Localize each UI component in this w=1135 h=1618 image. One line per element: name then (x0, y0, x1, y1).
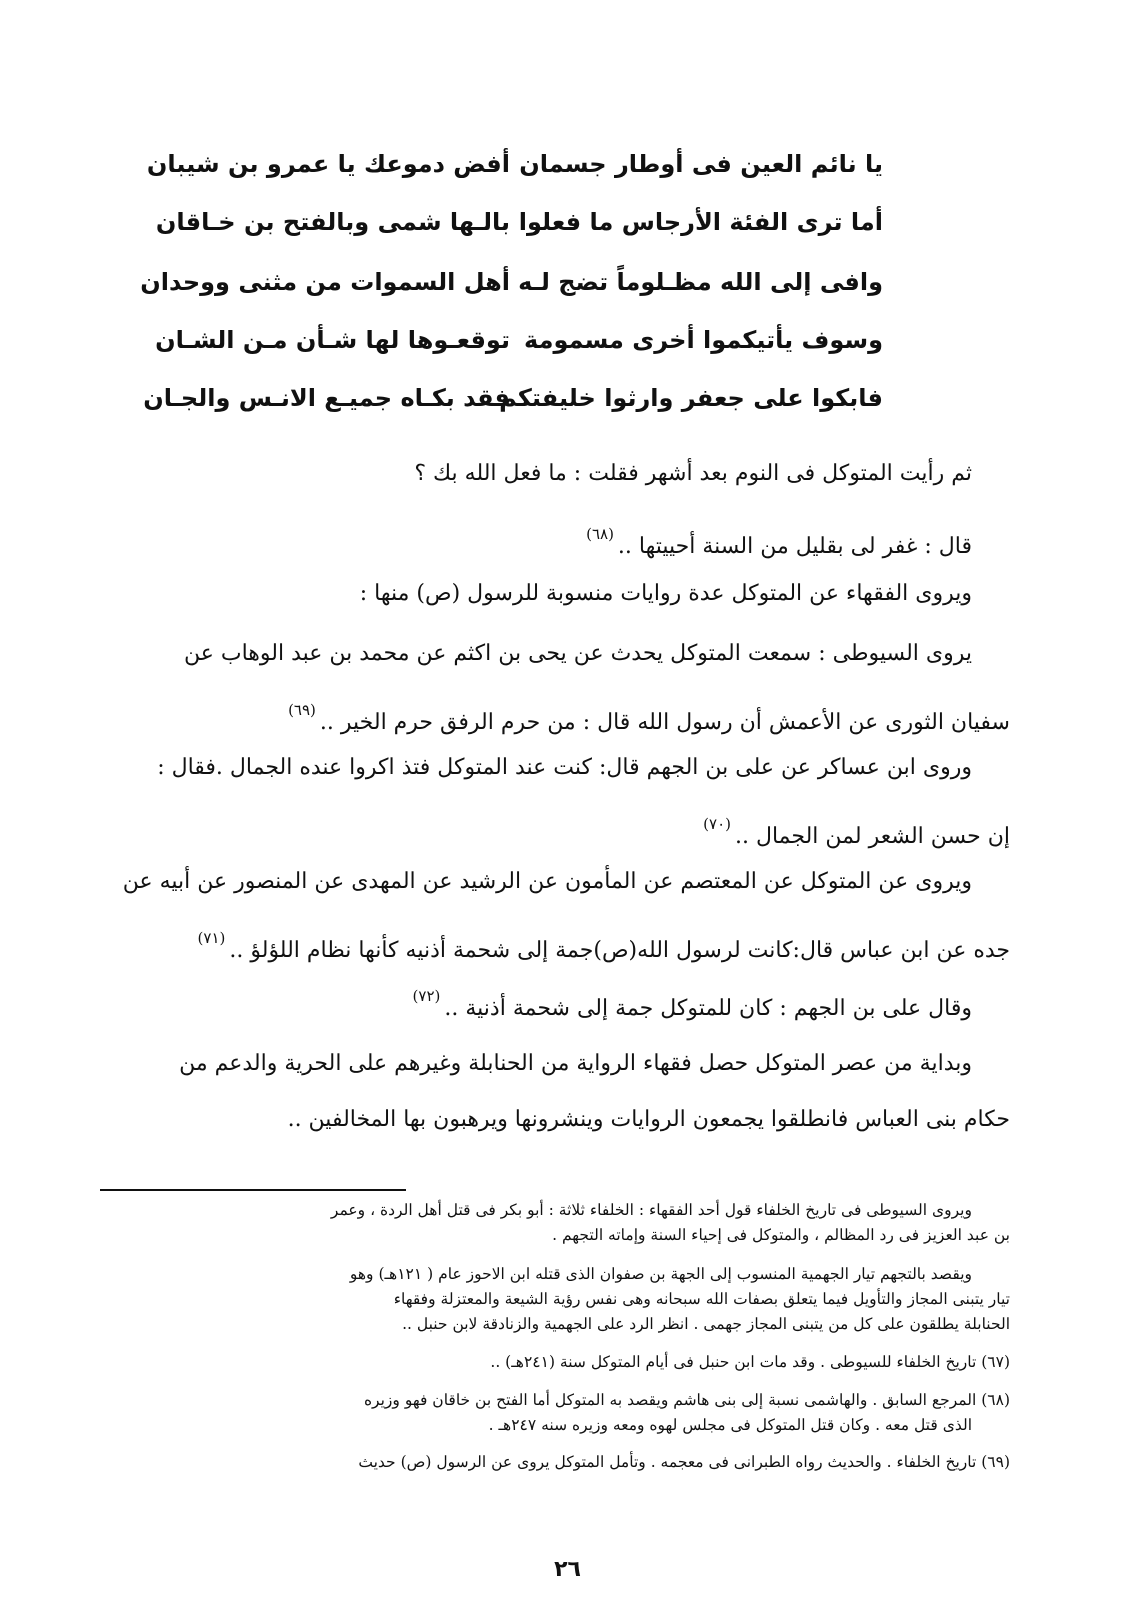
footnote-line: (٦٩) تاريخ الخلفاء . والحديث رواه الطبرانى فى معجمه . وتأمل المتوكل يروى عن الرسول (ص) حديث (358, 1453, 1010, 1471)
verse-second-hemistich: فقد بكـاه جميـع الانـس والجـان (143, 384, 510, 412)
poem-verse (0, 384, 1135, 440)
paragraph-line: ويروى عن المتوكل عن المعتصم عن المأمون عن الرشيد عن المهدى عن المنصور عن أبيه عن (122, 869, 972, 894)
page-number: ٢٦ (554, 1557, 581, 1582)
poem-verse (0, 326, 1135, 382)
verse-second-hemistich: أفض دموعك يا عمرو بن شيبان (146, 150, 510, 178)
footnote-reference: (٧٠) (703, 815, 732, 833)
body-paragraph (90, 1036, 1010, 1148)
paragraph-line: ويروى الفقهاء عن المتوكل عدة روايات منسوبة للرسول (ص) منها : (359, 581, 972, 606)
paragraph-line: وروى ابن عساكر عن على بن الجهم قال: كنت عند المتوكل فتذ اكروا عنده الجمال .فقال : (157, 755, 972, 780)
paragraph-text: قال : غفر لى بقليل من السنة أحييتها .. (617, 534, 972, 559)
verse-first-hemistich: يا نائم العين فى أوطار جسمان (519, 150, 883, 178)
verse-first-hemistich: وافى إلى الله مظـلوماً تضج لـه (518, 268, 883, 296)
body-paragraph (90, 566, 1010, 622)
footnote (90, 1262, 1010, 1337)
paragraph-text: وقال على بن الجهم : كان للمتوكل جمة إلى شحمة أذنية .. (444, 996, 972, 1021)
footnote-reference: (٦٩) (288, 701, 316, 719)
body-paragraph (90, 740, 1010, 865)
footnote-reference: (٧١) (197, 929, 226, 947)
verse-second-hemistich: توقعـوها لها شـأن مـن الشـان (155, 326, 510, 354)
verse-first-hemistich: وسوف يأتيكموا أخرى مسمومة (524, 326, 883, 354)
paragraph-line: حكام بنى العباس فانطلقوا يجمعون الروايات وينشرونها ويرهبون بها المخالفين .. (287, 1107, 1010, 1132)
footnote-line: بن عبد العزيز فى رد المظالم ، والمتوكل فى إحياء السنة وإماته التجهم . (552, 1226, 1010, 1244)
paragraph-line: ثم رأيت المتوكل فى النوم بعد أشهر فقلت : ما فعل الله بك ؟ (414, 461, 972, 486)
verse-second-hemistich: بالـها شمى وبالفتح بن خـاقان (155, 208, 510, 236)
footnote-line: تيار يتبنى المجاز والتأويل فيما يتعلق بصفات الله سبحانه وهى نفس رؤية الشيعة والمعتزلة وفقهاء (393, 1290, 1010, 1308)
footnote-line: الذى قتل معه . وكان قتل المتوكل فى مجلس لهوه ومعه وزيره سنه ٢٤٧هـ . (488, 1416, 972, 1434)
paragraph-line (90, 506, 1010, 575)
paragraph-text: سفيان الثورى عن الأعمش أن رسول الله قال : من حرم الرفق حرم الخير .. (319, 710, 1010, 735)
body-paragraph (90, 854, 1010, 979)
footnote-reference: (٧٢) (412, 987, 441, 1005)
poem-verse (0, 150, 1135, 206)
verse-first-hemistich: أما ترى الفئة الأرجاس ما فعلوا (518, 208, 883, 236)
footnote-line: الحنابلة يطلقون على كل من يتبنى المجاز جهمى . انظر الرد على الجهمية والزنادقة لابن حنبل .. (402, 1315, 1010, 1333)
poem-verse (0, 268, 1135, 324)
footnote-line: ويقصد بالتجهم تيار الجهمية المنسوب إلى الجهة بن صفوان الذى قتله ابن الاحوز عام ( ١٢١هـ) وهو (349, 1265, 972, 1283)
footnote-line: ويروى السيوطى فى تاريخ الخلفاء قول أحد الفقهاء : الخلفاء ثلاثة : أبو بكر فى قتل أهل الردة ، وعمر (330, 1201, 972, 1219)
body-paragraph (90, 446, 1010, 502)
verse-first-hemistich: فابكوا على جعفر وارثوا خليفتكم (499, 384, 883, 412)
paragraph-text: جده عن ابن عباس قال:كانت لرسول الله(ص)جمة إلى شحمة أذنيه كأنها نظام اللؤلؤ .. (229, 938, 1010, 963)
poem-verse (0, 208, 1135, 264)
paragraph-line: وبداية من عصر المتوكل حصل فقهاء الرواية من الحنابلة وغيرهم على الحرية والدعم من (179, 1051, 972, 1076)
paragraph-line (90, 968, 1010, 1037)
footnote-line: (٦٨) المرجع السابق . والهاشمى نسبة إلى بنى هاشم ويقصد به المتوكل أما الفتح بن خاقان فهو وزيره (363, 1391, 1010, 1409)
paragraph-text: إن حسن الشعر لمن الجمال .. (735, 824, 1010, 849)
footnote-line: (٦٧) تاريخ الخلفاء للسيوطى . وقد مات ابن حنبل فى أيام المتوكل سنة (٢٤١هـ) .. (490, 1353, 1010, 1371)
body-paragraph (90, 968, 1010, 1037)
verse-second-hemistich: أهل السموات من مثنى ووحدان (140, 268, 510, 296)
paragraph-line: يروى السيوطى : سمعت المتوكل يحدث عن يحى بن اكثم عن محمد بن عبد الوهاب عن (184, 641, 972, 666)
footnote (90, 1198, 1010, 1248)
footnote-separator (100, 1189, 406, 1191)
body-paragraph (90, 506, 1010, 575)
footnote (90, 1350, 1010, 1375)
footnote (90, 1388, 1010, 1438)
footnote (90, 1450, 1010, 1475)
body-paragraph (90, 626, 1010, 751)
footnote-reference: (٦٨) (586, 525, 614, 543)
